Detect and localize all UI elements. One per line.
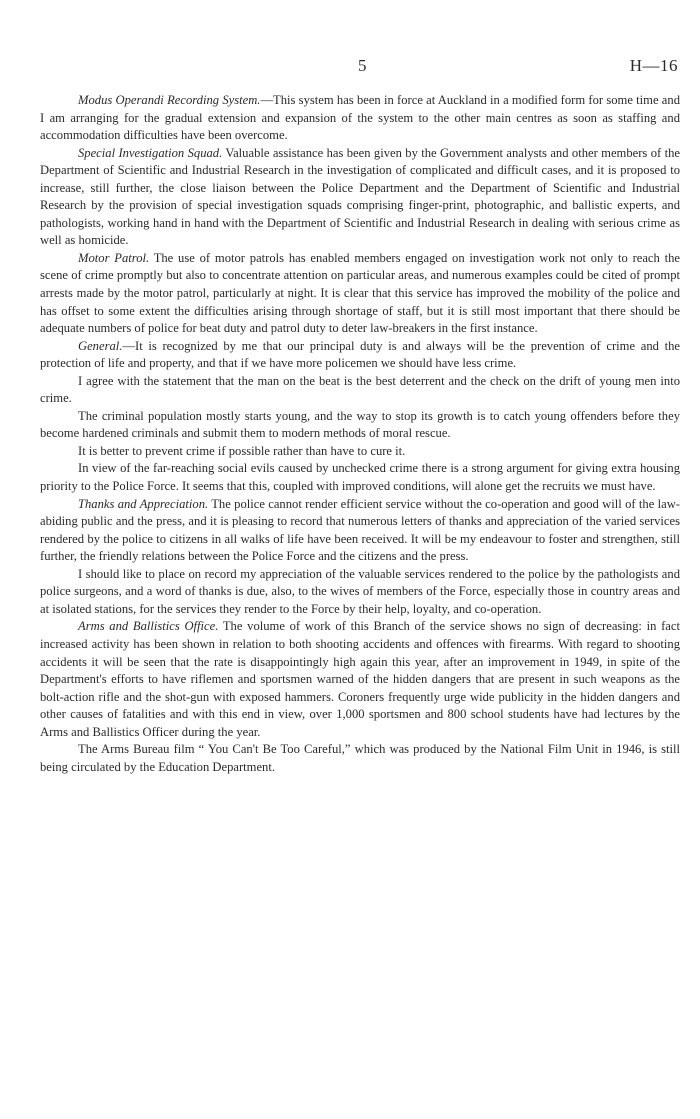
paragraph-modus-operandi (40, 92, 680, 145)
section-heading: Modus Operandi Recording System. (78, 93, 261, 107)
page-header (0, 56, 700, 78)
page-number: 5 (358, 56, 367, 75)
paragraph-services-record (40, 566, 680, 619)
paragraph-thanks-appreciation (40, 496, 680, 566)
paragraph-text: The criminal population mostly starts young, and the way to stop its growth is to catch young offenders before they become hardened criminals and submit them to modern methods of moral rescue. (40, 408, 680, 441)
paragraph-beat-deterrent (40, 373, 680, 408)
section-heading: General. (78, 338, 123, 353)
section-heading: Special Investigation Squad. (78, 145, 223, 160)
paragraph-prevent-crime (40, 443, 680, 461)
paragraph-motor-patrol (40, 250, 680, 338)
section-heading: Arms and Ballistics Office. (78, 619, 219, 634)
section-heading: Motor Patrol. (78, 250, 150, 265)
paragraph-text: —This system has been in force at Auckland in a modified form for some time and I am arranging for the gradual extension and expansion of the system to the other main centres as soon as staffing and accommodation difficulties have been overcome. (40, 93, 680, 143)
paragraph-general (40, 338, 680, 373)
paragraph-arms-ballistics (40, 618, 680, 741)
paragraph-text: The Arms Bureau film “ You Can't Be Too Careful,” which was produced by the National Film Unit in 1946, is still being circulated by the Education Department. (40, 742, 680, 774)
paragraph-criminal-population (40, 408, 680, 443)
paragraph-arms-bureau-film (40, 741, 680, 776)
paragraph-text: —It is recognized by me that our principal duty is and always will be the prevention of crime and the protection of life and property, and that if we have more policemen we should have less crime. (40, 338, 680, 371)
paragraph-text: The volume of work of this Branch of the service shows no sign of decreasing: in fact increased activity has been shown in relation to both shooting accidents and offences with firearms. With regard to shooting accidents it will be seen that the rate is disappointingly high again this year, after an improvement in 1949, in spite of the Department's efforts to have riflemen and sportsmen warned of the hidden dangers that are present in such weapons as the bolt-action rifle and the shot-gun with exposed hammers. Coroners frequently urge wide publicity in the hidden dangers and other causes of fatalities and with this end in view, over 1,000 sportsmen and 800 school students have had lectures by the Arms and Ballistics Officer during the year. (40, 619, 680, 739)
paragraph-text: I agree with the statement that the man on the beat is the best deterrent and the check on the drift of young men into crime. (40, 373, 680, 406)
paragraph-text: In view of the far-reaching social evils caused by unchecked crime there is a strong argument for giving extra housing priority to the Police Force. It seems that this, coupled with improved conditions, will alone get the recruits we must have. (40, 461, 680, 494)
paragraph-special-investigation (40, 145, 680, 250)
paragraph-text: The police cannot render efficient service without the co-operation and good will of the law-abiding public and the press, and it is pleasing to record that numerous letters of thanks and appreciation of the varied services rendered by the police to citizens in all walks of life have been received. It will be my endeavour to foster and strengthen, still further, the friendly relations between the Police Force and the citizens and the press. (40, 496, 680, 564)
document-reference: H—16 (629, 56, 678, 75)
paragraph-text: I should like to place on record my appreciation of the valuable services rendered to the police by the pathologists and police surgeons, and a word of thanks is due, also, to the wives of members of the Force, especially those in country areas and at isolated stations, for the services they render to the Force by their help, loyalty, and co-operation. (40, 566, 680, 616)
body-text (40, 92, 680, 776)
paragraph-text: It is better to prevent crime if possible rather than have to cure it. (78, 443, 406, 458)
paragraph-text: Valuable assistance has been given by the Government analysts and other members of the Department of Scientific and Industrial Research in the investigation of complicated and difficult cases, and it is proposed to increase, still further, the close liaison between the Police Department and the Department of Scientific and Industrial Research by the provision of special investigation squads comprising finger-print, photographic, and ballistic experts, and pathologists, working hand in hand with the Department of Scientific and Industrial Research in dealing with serious crime as well as homicide. (40, 145, 680, 248)
section-heading: Thanks and Appreciation. (78, 496, 209, 511)
paragraph-housing-priority (40, 460, 680, 495)
paragraph-text: The use of motor patrols has enabled members engaged on investigation work not only to reach the scene of crime promptly but also to concentrate attention on particular areas, and numerous examples could be cited of prompt arrests made by the motor patrol, particularly at night. It is clear that this service has improved the mobility of the police and has offset to some extent the difficulties arising through shortage of staff, but it is still most important that there should be adequate numbers of police for beat duty and patrol duty to deter law-breakers in the first instance. (40, 250, 680, 336)
